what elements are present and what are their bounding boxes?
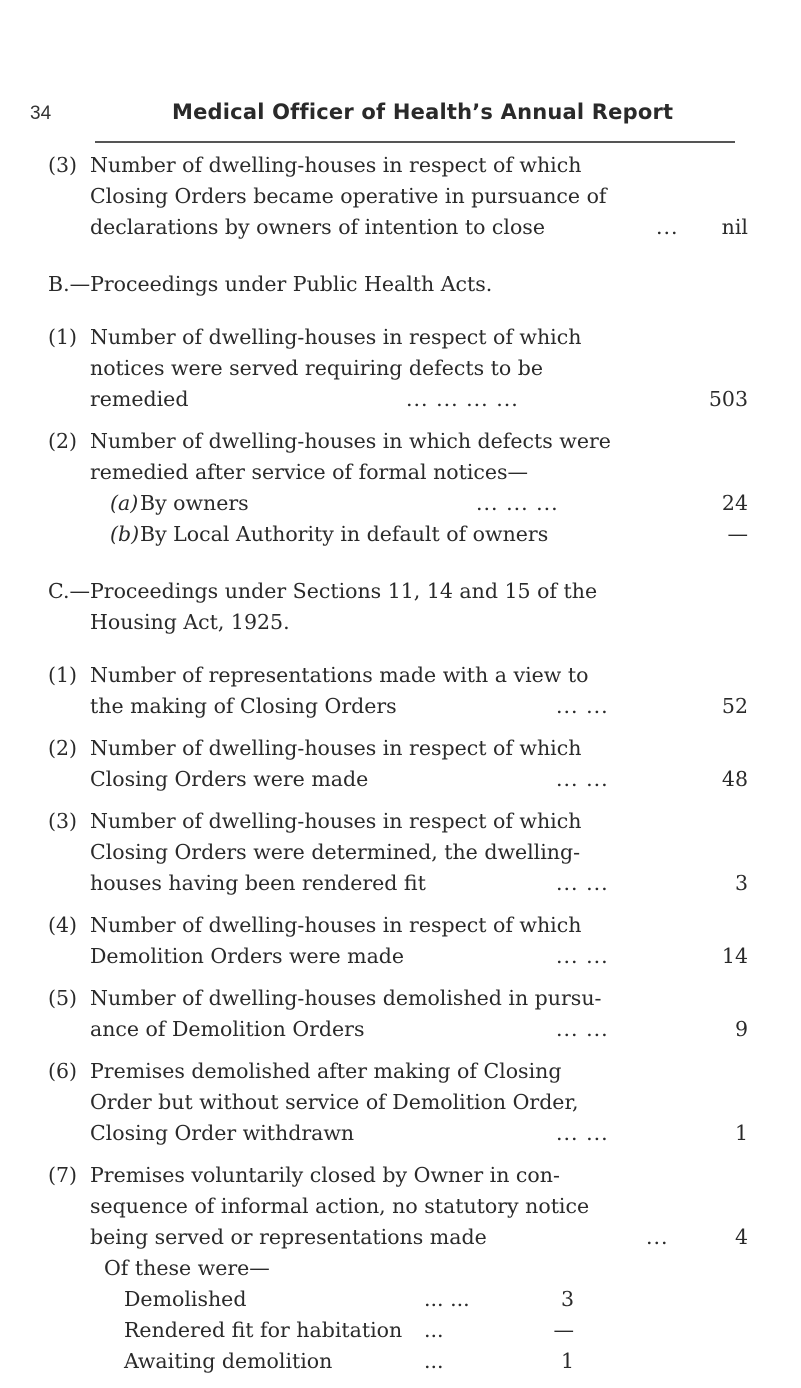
item-value: 48 <box>721 767 748 791</box>
item-text: ance of Demolition Orders <box>90 1017 365 1041</box>
item-text: Premises demolished after making of Closing <box>90 1059 562 1083</box>
item-text: sequence of informal action, no statutory notice <box>90 1194 590 1218</box>
item-number: (7) <box>48 1163 78 1187</box>
sub-value: 24 <box>721 491 748 515</box>
leader-dots: ... ... ... ... <box>406 387 519 411</box>
item-text: Demolition Orders were made <box>90 944 405 968</box>
item-text: being served or representations made <box>90 1225 487 1249</box>
leader-dots: ... <box>646 1225 669 1249</box>
item-text: remedied after service of formal notices— <box>90 460 529 484</box>
leader-dots: ... ... <box>556 767 609 791</box>
item-text: Number of dwelling-houses in respect of which <box>90 153 582 177</box>
leader-dots: ... <box>424 1349 444 1373</box>
leader-dots: ... ... <box>424 1287 470 1311</box>
breakdown-label: Awaiting demolition <box>124 1349 333 1373</box>
item-text: Number of dwelling-houses demolished in pursu- <box>90 986 602 1010</box>
item-text: declarations by owners of intention to close <box>90 215 545 239</box>
item-b1 <box>48 322 748 415</box>
item-c2 <box>48 733 748 795</box>
item-text: Number of dwelling-houses in respect of which <box>90 325 582 349</box>
item-c6 <box>48 1056 748 1149</box>
item-value: 503 <box>708 387 748 411</box>
item-text: notices were served requiring defects to be <box>90 356 544 380</box>
report-content <box>48 150 748 1388</box>
item-number: (4) <box>48 913 78 937</box>
page-number: 34 <box>30 103 52 124</box>
item-text: houses having been rendered fit <box>90 871 426 895</box>
leader-dots: ... <box>424 1318 444 1342</box>
item-number: (1) <box>48 325 78 349</box>
leader-dots: ... ... ... <box>476 491 559 515</box>
item-text: Number of dwelling-houses in respect of which <box>90 913 582 937</box>
item-value: nil <box>721 215 748 239</box>
item-value: 52 <box>721 694 748 718</box>
sub-text: By Local Authority in default of owners <box>140 522 549 546</box>
sub-value: — <box>727 522 748 546</box>
heading-line: C.—Proceedings under Sections 11, 14 and 15 of the <box>48 579 598 603</box>
leader-dots: ... ... <box>556 1121 609 1145</box>
item-number: (3) <box>48 153 78 177</box>
header-rule <box>95 141 735 143</box>
item-number: (2) <box>48 736 78 760</box>
sub-label: (a) <box>110 491 139 515</box>
leader-dots: ... <box>656 215 679 239</box>
breakdown-label: Demolished <box>124 1287 247 1311</box>
item-number: (1) <box>48 663 78 687</box>
item-text: Premises voluntarily closed by Owner in con- <box>90 1163 560 1187</box>
page-header-title: Medical Officer of Health’s Annual Report <box>172 100 674 124</box>
item-text: Closing Order withdrawn <box>90 1121 355 1145</box>
leader-dots: ... ... <box>556 944 609 968</box>
item-value: 4 <box>734 1225 748 1249</box>
item-number: (3) <box>48 809 78 833</box>
item-text: Number of dwelling-houses in respect of which <box>90 809 582 833</box>
breakdown-row <box>124 1284 748 1315</box>
breakdown-value: 3 <box>560 1287 574 1311</box>
item-number: (2) <box>48 429 78 453</box>
item-text: Closing Orders were made <box>90 767 369 791</box>
item-c3 <box>48 806 748 899</box>
item-text: Order but without service of Demolition Order, <box>90 1090 579 1114</box>
leader-dots: ... ... <box>556 871 609 895</box>
item-c4 <box>48 910 748 972</box>
breakdown-row <box>124 1315 748 1346</box>
item-text: Number of dwelling-houses in which defects were <box>90 429 611 453</box>
item-value: 9 <box>734 1017 748 1041</box>
breakdown-value: 1 <box>560 1349 574 1373</box>
item-text: the making of Closing Orders <box>90 694 397 718</box>
item-number: (5) <box>48 986 78 1010</box>
breakdown-value: — <box>553 1318 574 1342</box>
item-text: Number of dwelling-houses in respect of which <box>90 736 582 760</box>
item-a3 <box>48 150 748 243</box>
item-text: Closing Orders were determined, the dwelling- <box>90 840 581 864</box>
breakdown-label: Rendered fit for habitation <box>124 1318 403 1342</box>
breakdown-list <box>90 1284 748 1377</box>
item-number: (6) <box>48 1059 78 1083</box>
breakdown-row <box>124 1346 748 1377</box>
item-text: Closing Orders became operative in pursuance of <box>90 184 607 208</box>
item-text: Number of representations made with a view to <box>90 663 589 687</box>
leader-dots: ... ... <box>556 694 609 718</box>
item-c1 <box>48 660 748 722</box>
item-b2 <box>48 426 748 550</box>
item-value: 1 <box>734 1121 748 1145</box>
section-b-heading: B.—Proceedings under Public Health Acts. <box>48 272 493 296</box>
item-c5 <box>48 983 748 1045</box>
section-c-heading <box>48 576 748 638</box>
item-c7 <box>48 1160 748 1377</box>
item-value: 14 <box>721 944 748 968</box>
leader-dots: ... ... <box>556 1017 609 1041</box>
item-value: 3 <box>734 871 748 895</box>
sub-text: By owners <box>140 491 249 515</box>
breakdown-intro: Of these were— <box>104 1256 270 1280</box>
sub-label: (b) <box>110 522 140 546</box>
item-text: remedied <box>90 387 189 411</box>
heading-line: Housing Act, 1925. <box>90 610 290 634</box>
